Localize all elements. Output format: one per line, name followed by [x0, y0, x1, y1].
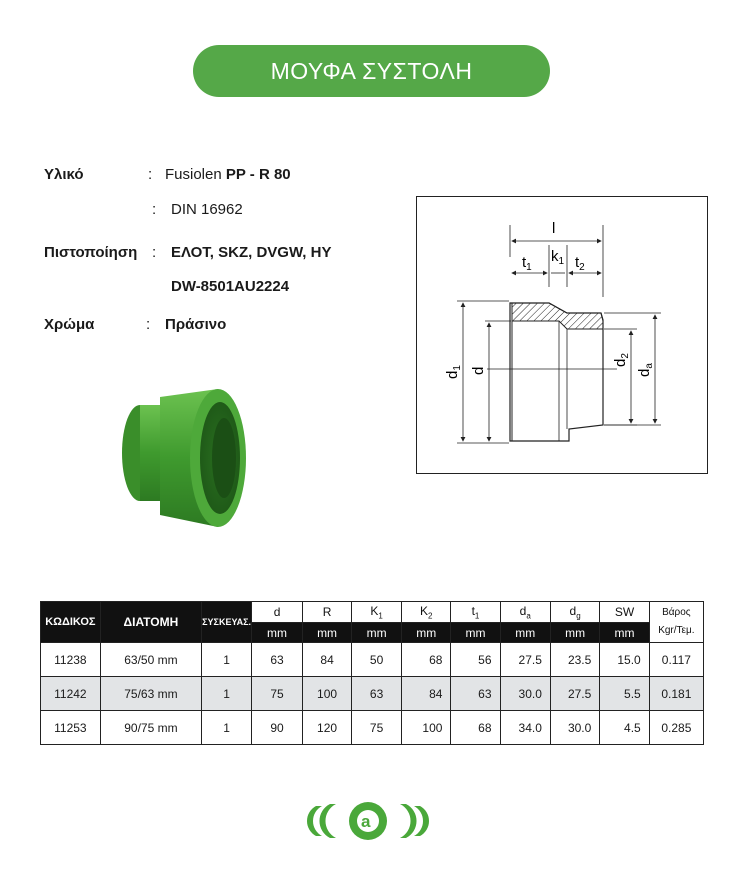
- dim-k1-label: k: [551, 248, 559, 265]
- col-header-dg-sub: g: [576, 611, 581, 621]
- cell-d: 75: [252, 677, 303, 711]
- svg-text:d2: [612, 353, 631, 367]
- col-header-pack: ΣΥΣΚΕΥΑΣ.: [202, 602, 252, 643]
- material-value-bold: PP - R 80: [225, 166, 291, 183]
- svg-text:t1: [522, 254, 532, 273]
- dim-d-label: d: [470, 366, 487, 375]
- cell-K1: 63: [352, 677, 402, 711]
- standard-colon: :: [152, 201, 157, 218]
- material-value-prefix: Fusiolen: [165, 166, 222, 183]
- svg-text:k1: [551, 248, 565, 267]
- technical-drawing: [416, 196, 708, 474]
- dim-da-label: d: [636, 368, 653, 377]
- unit-cell: mm: [402, 623, 451, 643]
- cell-d: 90: [252, 711, 303, 745]
- unit-cell: mm: [303, 623, 352, 643]
- dim-t2-sub: 2: [579, 262, 585, 273]
- cell-da: 27.5: [500, 643, 550, 677]
- dim-l-label: l: [552, 220, 556, 237]
- col-header-code: ΚΩΔΙΚΟΣ: [41, 602, 101, 643]
- material-colon: :: [148, 166, 153, 183]
- color-value: Πράσινο: [165, 316, 227, 333]
- cell-K2: 100: [402, 711, 451, 745]
- col-header-t1-main: t: [471, 603, 475, 618]
- col-header-R: R: [303, 602, 352, 623]
- unit-cell: mm: [550, 623, 599, 643]
- col-header-t1-sub: 1: [474, 611, 480, 621]
- dim-d1-label: d: [444, 370, 461, 379]
- svg-text:d1: [444, 365, 463, 379]
- col-header-K2: [402, 602, 451, 623]
- dim-k1-sub: 1: [558, 256, 565, 267]
- table-row: [41, 711, 704, 745]
- col-header-weight-1: Βάρος: [662, 607, 691, 618]
- col-header-K1-main: K: [370, 603, 379, 618]
- col-header-weight: [649, 602, 703, 643]
- col-header-dg-main: d: [569, 603, 577, 618]
- cell-weight: 0.181: [649, 677, 703, 711]
- col-header-K1: [352, 602, 402, 623]
- cell-t1: 68: [451, 711, 500, 745]
- unit-cell: mm: [500, 623, 550, 643]
- col-header-SW: SW: [600, 602, 649, 623]
- col-header-da-main: d: [519, 603, 527, 618]
- cell-K2: 84: [402, 677, 451, 711]
- svg-text:a: a: [361, 812, 371, 831]
- cell-section: 75/63 mm: [100, 677, 201, 711]
- cell-R: 120: [303, 711, 352, 745]
- cell-SW: 15.0: [600, 643, 649, 677]
- cell-da: 34.0: [500, 711, 550, 745]
- col-header-K2-main: K: [420, 603, 429, 618]
- cell-dg: 23.5: [550, 643, 599, 677]
- col-header-section: ΔΙΑΤΟΜΗ: [100, 602, 201, 643]
- cell-pack: 1: [202, 643, 252, 677]
- dim-t2-label: t: [575, 254, 580, 271]
- certification-value: ΕΛΟΤ, SKZ, DVGW, HY: [171, 244, 332, 261]
- col-header-K2-sub: 2: [428, 611, 433, 621]
- color-colon: :: [146, 316, 151, 333]
- color-label: Χρώμα: [44, 316, 95, 333]
- dim-d2-label: d: [612, 358, 629, 367]
- cell-pack: 1: [202, 677, 252, 711]
- material-label: Υλικό: [44, 166, 84, 183]
- material-value: [165, 166, 291, 183]
- certification-label: Πιστοποίηση: [44, 244, 138, 261]
- table-row: [41, 643, 704, 677]
- cell-code: 11242: [41, 677, 101, 711]
- spec-table: [40, 601, 704, 745]
- cell-SW: 5.5: [600, 677, 649, 711]
- cell-SW: 4.5: [600, 711, 649, 745]
- cell-pack: 1: [202, 711, 252, 745]
- cell-section: 90/75 mm: [100, 711, 201, 745]
- col-header-da: [500, 602, 550, 623]
- cell-da: 30.0: [500, 677, 550, 711]
- cell-K1: 50: [352, 643, 402, 677]
- svg-text:t2: [575, 254, 585, 273]
- dim-t1-label: t: [522, 254, 527, 271]
- cell-R: 100: [303, 677, 352, 711]
- standard-value: DIN 16962: [171, 201, 243, 218]
- unit-cell: mm: [451, 623, 500, 643]
- cell-section: 63/50 mm: [100, 643, 201, 677]
- cell-t1: 56: [451, 643, 500, 677]
- col-header-d: d: [252, 602, 303, 623]
- unit-cell: mm: [252, 623, 303, 643]
- table-row: [41, 677, 704, 711]
- product-photo: [100, 375, 270, 545]
- unit-cell: mm: [600, 623, 649, 643]
- svg-text:da: [636, 363, 655, 377]
- dim-d2-sub: 2: [620, 353, 631, 359]
- cell-K2: 68: [402, 643, 451, 677]
- col-header-K1-sub: 1: [378, 611, 383, 621]
- certification-value-2: DW-8501AU2224: [171, 278, 290, 295]
- cell-dg: 30.0: [550, 711, 599, 745]
- dim-d1-sub: 1: [452, 365, 463, 371]
- cell-weight: 0.285: [649, 711, 703, 745]
- unit-cell: mm: [352, 623, 402, 643]
- dim-da-sub: a: [644, 363, 655, 369]
- cell-code: 11238: [41, 643, 101, 677]
- col-header-da-sub: a: [526, 611, 531, 621]
- col-header-weight-2: Kgr/Τεμ.: [658, 625, 695, 636]
- cell-K1: 75: [352, 711, 402, 745]
- page-title: ΜΟΥΦΑ ΣΥΣΤΟΛΗ: [193, 45, 550, 97]
- coupling-drawing: [417, 197, 706, 472]
- dim-t1-sub: 1: [526, 262, 532, 273]
- col-header-t1: [451, 602, 500, 623]
- brand-logo: [306, 800, 430, 842]
- cell-weight: 0.117: [649, 643, 703, 677]
- cell-R: 84: [303, 643, 352, 677]
- cell-code: 11253: [41, 711, 101, 745]
- certification-colon: :: [152, 244, 157, 261]
- cell-t1: 63: [451, 677, 500, 711]
- cell-d: 63: [252, 643, 303, 677]
- cell-dg: 27.5: [550, 677, 599, 711]
- col-header-dg: [550, 602, 599, 623]
